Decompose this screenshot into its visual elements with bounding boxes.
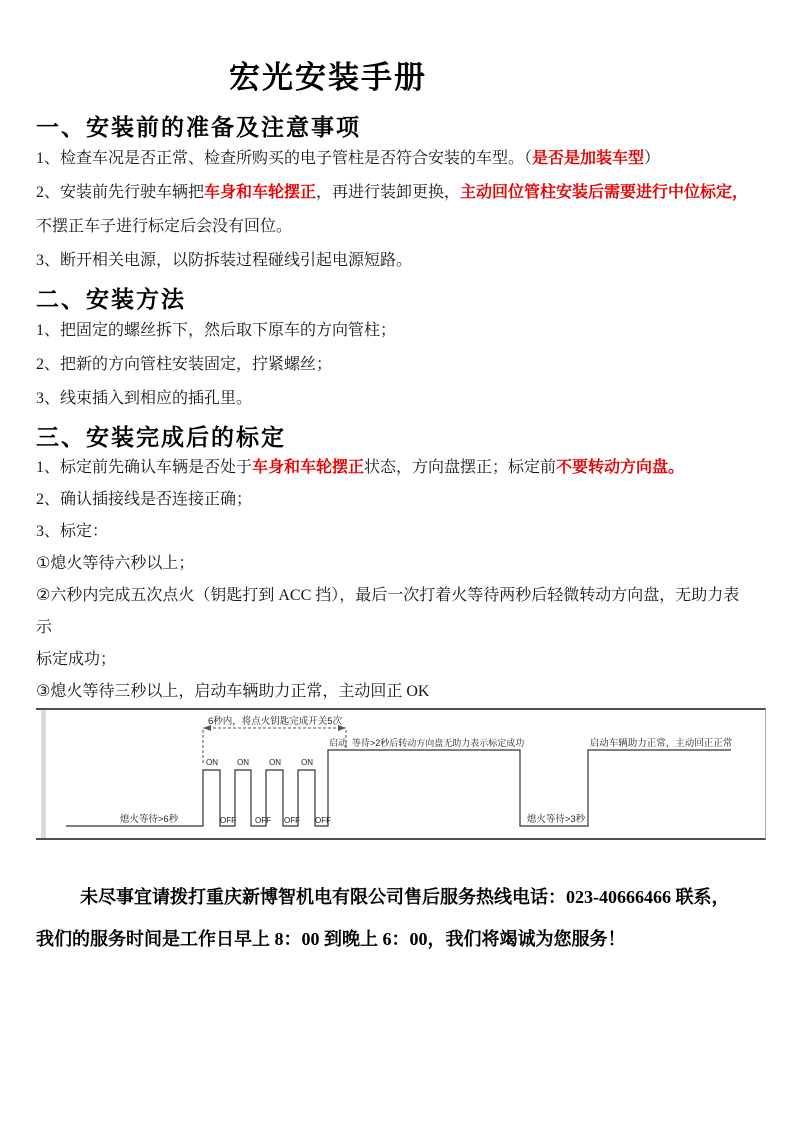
scan-band xyxy=(41,710,46,838)
label-calibration-success: 等待>2秒后转动方向盘无助力表示标定成功 xyxy=(352,738,525,748)
text-run: 2、确认插接线是否连接正确； xyxy=(36,491,253,508)
text-run: 车身和车轮摆正 xyxy=(252,459,365,476)
text-run: ①熄火等待六秒以上； xyxy=(36,555,195,572)
label-restart-normal: 启动车辆助力正常，主动回正正常 xyxy=(589,738,733,749)
timing-waveform-svg xyxy=(36,710,763,838)
section-heading: 二、安装方法 xyxy=(36,286,186,312)
paragraph xyxy=(36,676,768,708)
text-run: ） xyxy=(644,150,661,167)
text-run: ②六秒内完成五次点火（钥匙打到 ACC 挡），最后一次打着火等待两秒后轻微转动方向盘，无助力表 xyxy=(36,587,740,604)
text-run: 主动回位管柱安装后需要进行中位标定， xyxy=(460,184,749,201)
text-run: 是否是加装车型 xyxy=(532,150,645,167)
text-run: 1、把固定的螺丝拆下，然后取下原车的方向管柱； xyxy=(36,322,397,339)
off-label: OFF xyxy=(220,816,236,825)
label-engine-off-3s: 熄火等待>3秒 xyxy=(526,814,586,825)
paragraph xyxy=(36,612,768,644)
section-heading: 一、安装前的准备及注意事项 xyxy=(36,114,361,140)
label-engine-off-6s: 熄火等待>6秒 xyxy=(119,814,179,825)
paragraph xyxy=(36,580,768,612)
text-run: 3、标定： xyxy=(36,523,109,540)
paragraph xyxy=(36,176,768,210)
off-label: OFF xyxy=(284,816,300,825)
paragraph xyxy=(36,484,768,516)
paragraph xyxy=(36,210,768,244)
paragraph xyxy=(36,516,768,548)
text-run: 1、标定前先确认车辆是否处于 xyxy=(36,459,253,476)
section-calibration xyxy=(36,422,768,708)
paragraph xyxy=(36,142,768,176)
text-run: ，再进行装卸更换， xyxy=(316,184,461,201)
label-ignition-count: 6秒内，将点火钥匙完成开关5次 xyxy=(208,716,343,727)
text-run: 不要转动方向盘。 xyxy=(556,459,685,476)
text-run: 2、安装前先行驶车辆把 xyxy=(36,184,205,201)
label-start: 启动 xyxy=(329,738,348,748)
on-label: ON xyxy=(206,758,218,767)
on-label: ON xyxy=(237,758,249,767)
text-run: 不摆正车子进行标定后会没有回位。 xyxy=(36,218,293,235)
footer xyxy=(36,876,768,960)
text-run: 3、线束插入到相应的插孔里。 xyxy=(36,390,253,407)
section-preparation xyxy=(36,112,768,278)
off-label: OFF xyxy=(315,816,331,825)
paragraph xyxy=(36,452,768,484)
paragraph xyxy=(36,348,768,382)
off-label: OFF xyxy=(255,816,271,825)
ignition-timing-diagram xyxy=(36,708,766,840)
text-run: 2、把新的方向管柱安装固定，拧紧螺丝； xyxy=(36,356,333,373)
text-run: 标定成功； xyxy=(36,651,117,668)
document-title: 宏光安装手册 xyxy=(229,60,427,95)
text-run: 状态，方向盘摆正；标定前 xyxy=(364,459,557,476)
footer-line-1: 未尽事宜请拨打重庆新博智机电有限公司售后服务热线电话：023-40666466 联系， xyxy=(80,887,730,907)
text-run: 3、断开相关电源，以防拆装过程碰线引起电源短路。 xyxy=(36,252,413,269)
section-installation xyxy=(36,284,768,416)
paragraph xyxy=(36,314,768,348)
paragraph xyxy=(36,548,768,580)
paragraph xyxy=(36,644,768,676)
text-run: 1、检查车况是否正常、检查所购买的电子管柱是否符合安装的车型。（ xyxy=(36,150,533,167)
section-heading: 三、安装完成后的标定 xyxy=(36,424,286,450)
text-run: 示 xyxy=(36,619,53,636)
text-run: 车身和车轮摆正 xyxy=(204,184,317,201)
text-run: ③熄火等待三秒以上，启动车辆助力正常，主动回正 OK xyxy=(36,683,430,700)
paragraph xyxy=(36,382,768,416)
on-label: ON xyxy=(301,758,313,767)
footer-line-2: 我们的服务时间是工作日早上 8：00 到晚上 6：00，我们将竭诚为您服务！ xyxy=(36,929,626,949)
on-label: ON xyxy=(269,758,281,767)
paragraph xyxy=(36,244,768,278)
